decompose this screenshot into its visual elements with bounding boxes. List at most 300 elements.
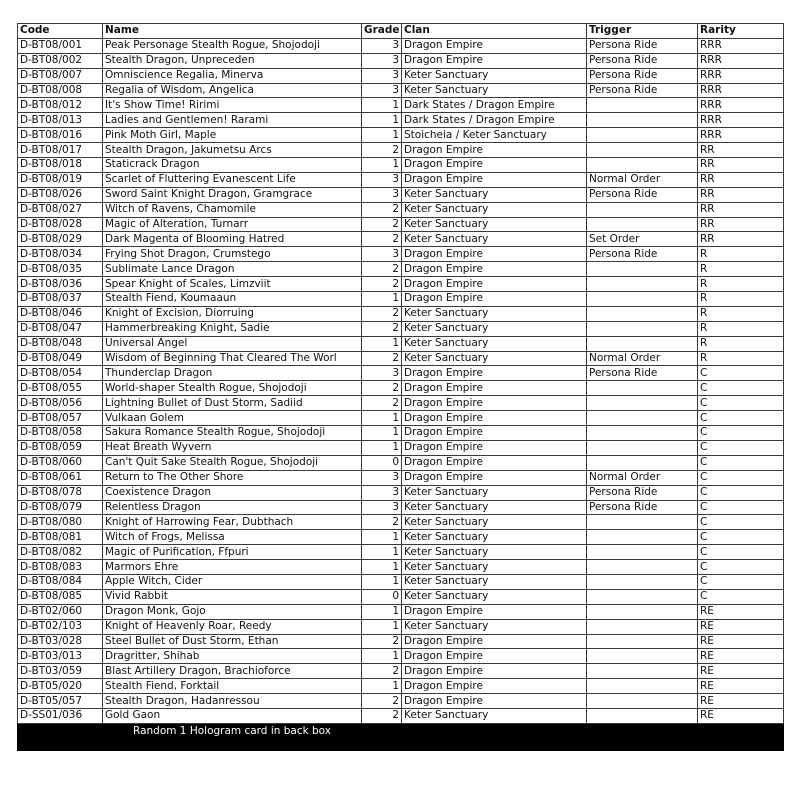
cell-trigger — [587, 530, 698, 545]
cell-name: Return to The Other Shore — [103, 470, 362, 485]
cell-trigger: Persona Ride — [587, 247, 698, 262]
cell-rarity: R — [698, 292, 784, 307]
cell-rarity: RE — [698, 664, 784, 679]
footer-note: Random 1 Hologram card in back box — [103, 723, 362, 750]
cell-clan: Keter Sanctuary — [402, 336, 587, 351]
footer-cell-grade — [362, 723, 402, 750]
cell-grade: 1 — [362, 619, 402, 634]
table-row — [18, 321, 784, 336]
cell-grade: 1 — [362, 604, 402, 619]
table-row — [18, 708, 784, 723]
cell-name: Relentless Dragon — [103, 500, 362, 515]
cell-name: Lightning Bullet of Dust Storm, Sadiid — [103, 396, 362, 411]
cell-trigger: Persona Ride — [587, 53, 698, 68]
cell-grade: 2 — [362, 277, 402, 292]
cell-trigger: Persona Ride — [587, 485, 698, 500]
cell-grade: 2 — [362, 217, 402, 232]
cell-rarity: RRR — [698, 83, 784, 98]
cell-rarity: RE — [698, 604, 784, 619]
cell-name: Hammerbreaking Knight, Sadie — [103, 321, 362, 336]
cell-rarity: RE — [698, 708, 784, 723]
cell-code: D-BT08/037 — [18, 292, 103, 307]
cell-name: Wisdom of Beginning That Cleared The Worl — [103, 351, 362, 366]
cell-name: Heat Breath Wyvern — [103, 440, 362, 455]
cell-clan: Dragon Empire — [402, 172, 587, 187]
cell-code: D-BT05/020 — [18, 679, 103, 694]
cell-code: D-BT08/012 — [18, 98, 103, 113]
cell-clan: Keter Sanctuary — [402, 68, 587, 83]
cell-rarity: RRR — [698, 68, 784, 83]
cell-rarity: C — [698, 381, 784, 396]
cell-name: Sword Saint Knight Dragon, Gramgrace — [103, 187, 362, 202]
cell-trigger — [587, 589, 698, 604]
cell-rarity: C — [698, 545, 784, 560]
table-row — [18, 83, 784, 98]
cell-grade: 1 — [362, 574, 402, 589]
cell-code: D-BT08/018 — [18, 158, 103, 173]
cell-grade: 3 — [362, 172, 402, 187]
cell-trigger — [587, 128, 698, 143]
cell-name: It's Show Time! Ririmi — [103, 98, 362, 113]
cell-grade: 0 — [362, 455, 402, 470]
cell-trigger — [587, 634, 698, 649]
cell-grade: 3 — [362, 247, 402, 262]
cell-trigger — [587, 321, 698, 336]
cell-code: D-BT08/054 — [18, 366, 103, 381]
cell-clan: Keter Sanctuary — [402, 306, 587, 321]
cell-code: D-BT08/049 — [18, 351, 103, 366]
table-row — [18, 381, 784, 396]
cell-rarity: RR — [698, 172, 784, 187]
cell-trigger: Persona Ride — [587, 68, 698, 83]
cell-name: Magic of Alteration, Turnarr — [103, 217, 362, 232]
cell-clan: Stoicheia / Keter Sanctuary — [402, 128, 587, 143]
cell-trigger: Normal Order — [587, 470, 698, 485]
table-row — [18, 679, 784, 694]
table-row — [18, 455, 784, 470]
cell-trigger — [587, 455, 698, 470]
table-row — [18, 664, 784, 679]
cell-name: Spear Knight of Scales, Limzviit — [103, 277, 362, 292]
cell-code: D-BT08/059 — [18, 440, 103, 455]
cell-clan: Dragon Empire — [402, 411, 587, 426]
cell-clan: Keter Sanctuary — [402, 485, 587, 500]
cell-rarity: RRR — [698, 128, 784, 143]
table-row — [18, 426, 784, 441]
cell-trigger — [587, 217, 698, 232]
cell-code: D-BT03/013 — [18, 649, 103, 664]
cell-clan: Keter Sanctuary — [402, 83, 587, 98]
cell-clan: Keter Sanctuary — [402, 619, 587, 634]
cell-clan: Dragon Empire — [402, 694, 587, 709]
cell-code: D-BT08/028 — [18, 217, 103, 232]
cell-clan: Keter Sanctuary — [402, 321, 587, 336]
cell-rarity: R — [698, 247, 784, 262]
cell-trigger — [587, 113, 698, 128]
cell-code: D-BT08/079 — [18, 500, 103, 515]
cell-grade: 3 — [362, 38, 402, 53]
cell-clan: Keter Sanctuary — [402, 202, 587, 217]
cell-clan: Dragon Empire — [402, 426, 587, 441]
cell-name: Dragritter, Shihab — [103, 649, 362, 664]
header-code: Code — [18, 24, 103, 39]
cell-name: Thunderclap Dragon — [103, 366, 362, 381]
cell-code: D-BT08/080 — [18, 515, 103, 530]
cell-rarity: C — [698, 589, 784, 604]
cell-grade: 1 — [362, 560, 402, 575]
cell-code: D-BT08/034 — [18, 247, 103, 262]
cell-code: D-BT08/017 — [18, 143, 103, 158]
cell-trigger — [587, 426, 698, 441]
footer-cell-clan — [402, 723, 587, 750]
cell-clan: Dragon Empire — [402, 455, 587, 470]
table-row — [18, 366, 784, 381]
table-row — [18, 336, 784, 351]
cell-trigger: Set Order — [587, 232, 698, 247]
cell-name: Knight of Heavenly Roar, Reedy — [103, 619, 362, 634]
cell-trigger: Normal Order — [587, 351, 698, 366]
table-row — [18, 574, 784, 589]
cell-trigger — [587, 277, 698, 292]
cell-grade: 1 — [362, 440, 402, 455]
cell-trigger — [587, 306, 698, 321]
cell-clan: Dragon Empire — [402, 158, 587, 173]
cell-grade: 2 — [362, 515, 402, 530]
cell-code: D-BT08/084 — [18, 574, 103, 589]
cell-grade: 2 — [362, 306, 402, 321]
cell-clan: Dragon Empire — [402, 604, 587, 619]
cell-grade: 2 — [362, 262, 402, 277]
cell-rarity: R — [698, 262, 784, 277]
cell-name: Scarlet of Fluttering Evanescent Life — [103, 172, 362, 187]
cell-trigger — [587, 411, 698, 426]
cell-code: D-BT08/060 — [18, 455, 103, 470]
cell-rarity: R — [698, 306, 784, 321]
cell-grade: 2 — [362, 396, 402, 411]
cell-name: Sakura Romance Stealth Rogue, Shojodoji — [103, 426, 362, 441]
cell-name: Stealth Dragon, Jakumetsu Arcs — [103, 143, 362, 158]
cell-grade: 3 — [362, 470, 402, 485]
cell-code: D-BT08/027 — [18, 202, 103, 217]
table-row — [18, 530, 784, 545]
cell-grade: 3 — [362, 485, 402, 500]
cell-code: D-BT08/007 — [18, 68, 103, 83]
cell-trigger — [587, 336, 698, 351]
footer-row — [18, 723, 784, 750]
table-row — [18, 38, 784, 53]
cell-rarity: C — [698, 426, 784, 441]
table-row — [18, 396, 784, 411]
cell-clan: Dragon Empire — [402, 396, 587, 411]
table-row — [18, 232, 784, 247]
cell-code: D-BT08/056 — [18, 396, 103, 411]
cell-code: D-BT08/002 — [18, 53, 103, 68]
cell-rarity: C — [698, 515, 784, 530]
cell-trigger — [587, 604, 698, 619]
cell-trigger: Persona Ride — [587, 38, 698, 53]
cell-grade: 1 — [362, 336, 402, 351]
cell-trigger: Persona Ride — [587, 366, 698, 381]
cell-clan: Dragon Empire — [402, 38, 587, 53]
cell-clan: Keter Sanctuary — [402, 708, 587, 723]
cell-grade: 2 — [362, 708, 402, 723]
cell-name: Frying Shot Dragon, Crumstego — [103, 247, 362, 262]
cell-trigger — [587, 440, 698, 455]
cell-trigger — [587, 262, 698, 277]
cell-grade: 2 — [362, 232, 402, 247]
cell-name: Vivid Rabbit — [103, 589, 362, 604]
table-row — [18, 470, 784, 485]
cell-clan: Dragon Empire — [402, 292, 587, 307]
cell-grade: 1 — [362, 98, 402, 113]
cell-name: Pink Moth Girl, Maple — [103, 128, 362, 143]
card-list-table — [17, 23, 784, 751]
table-row — [18, 306, 784, 321]
table-row — [18, 187, 784, 202]
cell-trigger: Persona Ride — [587, 83, 698, 98]
cell-trigger: Persona Ride — [587, 500, 698, 515]
cell-rarity: C — [698, 530, 784, 545]
cell-name: Steel Bullet of Dust Storm, Ethan — [103, 634, 362, 649]
cell-clan: Dragon Empire — [402, 247, 587, 262]
cell-trigger — [587, 202, 698, 217]
cell-trigger — [587, 708, 698, 723]
cell-name: Omniscience Regalia, Minerva — [103, 68, 362, 83]
cell-code: D-SS01/036 — [18, 708, 103, 723]
cell-rarity: RR — [698, 143, 784, 158]
cell-code: D-BT08/055 — [18, 381, 103, 396]
table-row — [18, 262, 784, 277]
table-row — [18, 619, 784, 634]
footer-cell-code — [18, 723, 103, 750]
cell-code: D-BT08/026 — [18, 187, 103, 202]
cell-grade: 2 — [362, 664, 402, 679]
cell-grade: 2 — [362, 321, 402, 336]
cell-grade: 3 — [362, 366, 402, 381]
cell-code: D-BT08/013 — [18, 113, 103, 128]
cell-name: Stealth Dragon, Hadanressou — [103, 694, 362, 709]
cell-rarity: RR — [698, 217, 784, 232]
table-row — [18, 634, 784, 649]
footer-cell-rarity — [698, 723, 784, 750]
table-row — [18, 649, 784, 664]
cell-code: D-BT08/001 — [18, 38, 103, 53]
cell-name: Sublimate Lance Dragon — [103, 262, 362, 277]
cell-rarity: RE — [698, 619, 784, 634]
cell-name: Knight of Harrowing Fear, Dubthach — [103, 515, 362, 530]
cell-clan: Dragon Empire — [402, 679, 587, 694]
table-row — [18, 485, 784, 500]
cell-grade: 1 — [362, 292, 402, 307]
cell-clan: Keter Sanctuary — [402, 232, 587, 247]
cell-rarity: R — [698, 321, 784, 336]
cell-code: D-BT08/008 — [18, 83, 103, 98]
table-row — [18, 98, 784, 113]
table-body — [18, 38, 784, 723]
cell-clan: Keter Sanctuary — [402, 574, 587, 589]
cell-name: Magic of Purification, Ffpuri — [103, 545, 362, 560]
cell-clan: Keter Sanctuary — [402, 187, 587, 202]
cell-code: D-BT08/048 — [18, 336, 103, 351]
cell-grade: 1 — [362, 113, 402, 128]
cell-clan: Dark States / Dragon Empire — [402, 98, 587, 113]
table-row — [18, 202, 784, 217]
cell-name: Stealth Fiend, Koumaaun — [103, 292, 362, 307]
cell-clan: Keter Sanctuary — [402, 589, 587, 604]
cell-code: D-BT08/036 — [18, 277, 103, 292]
cell-rarity: R — [698, 336, 784, 351]
cell-rarity: C — [698, 560, 784, 575]
cell-code: D-BT03/028 — [18, 634, 103, 649]
cell-code: D-BT02/103 — [18, 619, 103, 634]
cell-trigger: Normal Order — [587, 172, 698, 187]
table-row — [18, 217, 784, 232]
header-name: Name — [103, 24, 362, 39]
cell-rarity: RE — [698, 694, 784, 709]
cell-grade: 3 — [362, 500, 402, 515]
cell-grade: 0 — [362, 589, 402, 604]
cell-name: Witch of Frogs, Melissa — [103, 530, 362, 545]
cell-clan: Dragon Empire — [402, 470, 587, 485]
cell-rarity: C — [698, 485, 784, 500]
cell-code: D-BT08/057 — [18, 411, 103, 426]
cell-rarity: R — [698, 277, 784, 292]
cell-rarity: C — [698, 574, 784, 589]
cell-name: Witch of Ravens, Chamomile — [103, 202, 362, 217]
cell-name: Knight of Excision, Diorruing — [103, 306, 362, 321]
cell-clan: Dragon Empire — [402, 277, 587, 292]
cell-clan: Keter Sanctuary — [402, 351, 587, 366]
cell-trigger — [587, 574, 698, 589]
cell-rarity: C — [698, 470, 784, 485]
table-row — [18, 172, 784, 187]
cell-name: Stealth Dragon, Unpreceden — [103, 53, 362, 68]
header-trigger: Trigger — [587, 24, 698, 39]
cell-grade: 3 — [362, 53, 402, 68]
cell-trigger — [587, 98, 698, 113]
cell-name: World-shaper Stealth Rogue, Shojodoji — [103, 381, 362, 396]
table-row — [18, 545, 784, 560]
table-row — [18, 247, 784, 262]
cell-name: Regalia of Wisdom, Angelica — [103, 83, 362, 98]
cell-grade: 2 — [362, 694, 402, 709]
cell-name: Can't Quit Sake Stealth Rogue, Shojodoji — [103, 455, 362, 470]
cell-rarity: RE — [698, 679, 784, 694]
cell-trigger — [587, 292, 698, 307]
cell-grade: 1 — [362, 158, 402, 173]
cell-code: D-BT08/058 — [18, 426, 103, 441]
table-row — [18, 128, 784, 143]
cell-rarity: C — [698, 396, 784, 411]
table-row — [18, 68, 784, 83]
table-row — [18, 411, 784, 426]
cell-code: D-BT08/083 — [18, 560, 103, 575]
cell-trigger — [587, 694, 698, 709]
cell-clan: Keter Sanctuary — [402, 515, 587, 530]
cell-clan: Dragon Empire — [402, 143, 587, 158]
cell-clan: Keter Sanctuary — [402, 500, 587, 515]
cell-grade: 3 — [362, 187, 402, 202]
cell-rarity: C — [698, 440, 784, 455]
cell-code: D-BT05/057 — [18, 694, 103, 709]
cell-clan: Dragon Empire — [402, 53, 587, 68]
table-row — [18, 277, 784, 292]
table-row — [18, 589, 784, 604]
cell-grade: 2 — [362, 202, 402, 217]
cell-code: D-BT08/029 — [18, 232, 103, 247]
cell-name: Dragon Monk, Gojo — [103, 604, 362, 619]
cell-clan: Dragon Empire — [402, 634, 587, 649]
cell-name: Coexistence Dragon — [103, 485, 362, 500]
table-row — [18, 351, 784, 366]
cell-clan: Dragon Empire — [402, 649, 587, 664]
cell-name: Marmors Ehre — [103, 560, 362, 575]
cell-clan: Dragon Empire — [402, 262, 587, 277]
cell-grade: 2 — [362, 381, 402, 396]
cell-trigger — [587, 649, 698, 664]
cell-trigger — [587, 143, 698, 158]
table-row — [18, 694, 784, 709]
cell-rarity: C — [698, 366, 784, 381]
cell-rarity: C — [698, 455, 784, 470]
cell-clan: Dragon Empire — [402, 366, 587, 381]
cell-clan: Dragon Empire — [402, 440, 587, 455]
cell-grade: 1 — [362, 545, 402, 560]
cell-trigger — [587, 381, 698, 396]
cell-rarity: RRR — [698, 38, 784, 53]
cell-trigger — [587, 679, 698, 694]
header-clan: Clan — [402, 24, 587, 39]
cell-rarity: RRR — [698, 113, 784, 128]
cell-trigger — [587, 545, 698, 560]
cell-clan: Keter Sanctuary — [402, 545, 587, 560]
cell-grade: 2 — [362, 143, 402, 158]
cell-code: D-BT08/081 — [18, 530, 103, 545]
table-row — [18, 604, 784, 619]
cell-name: Staticrack Dragon — [103, 158, 362, 173]
cell-grade: 1 — [362, 128, 402, 143]
cell-code: D-BT08/046 — [18, 306, 103, 321]
cell-rarity: C — [698, 411, 784, 426]
header-grade: Grade — [362, 24, 402, 39]
cell-clan: Dark States / Dragon Empire — [402, 113, 587, 128]
cell-name: Peak Personage Stealth Rogue, Shojodoji — [103, 38, 362, 53]
table-row — [18, 158, 784, 173]
header-rarity: Rarity — [698, 24, 784, 39]
cell-rarity: RR — [698, 232, 784, 247]
cell-code: D-BT08/019 — [18, 172, 103, 187]
table-row — [18, 440, 784, 455]
cell-rarity: RE — [698, 634, 784, 649]
cell-code: D-BT08/082 — [18, 545, 103, 560]
table-row — [18, 143, 784, 158]
cell-code: D-BT08/035 — [18, 262, 103, 277]
cell-rarity: C — [698, 500, 784, 515]
header-row — [18, 24, 784, 39]
cell-name: Universal Angel — [103, 336, 362, 351]
cell-rarity: R — [698, 351, 784, 366]
cell-name: Gold Gaon — [103, 708, 362, 723]
table-row — [18, 500, 784, 515]
cell-clan: Dragon Empire — [402, 664, 587, 679]
cell-grade: 1 — [362, 679, 402, 694]
cell-name: Apple Witch, Cider — [103, 574, 362, 589]
cell-name: Ladies and Gentlemen! Rarami — [103, 113, 362, 128]
cell-name: Vulkaan Golem — [103, 411, 362, 426]
cell-clan: Keter Sanctuary — [402, 217, 587, 232]
cell-clan: Keter Sanctuary — [402, 560, 587, 575]
cell-trigger — [587, 560, 698, 575]
